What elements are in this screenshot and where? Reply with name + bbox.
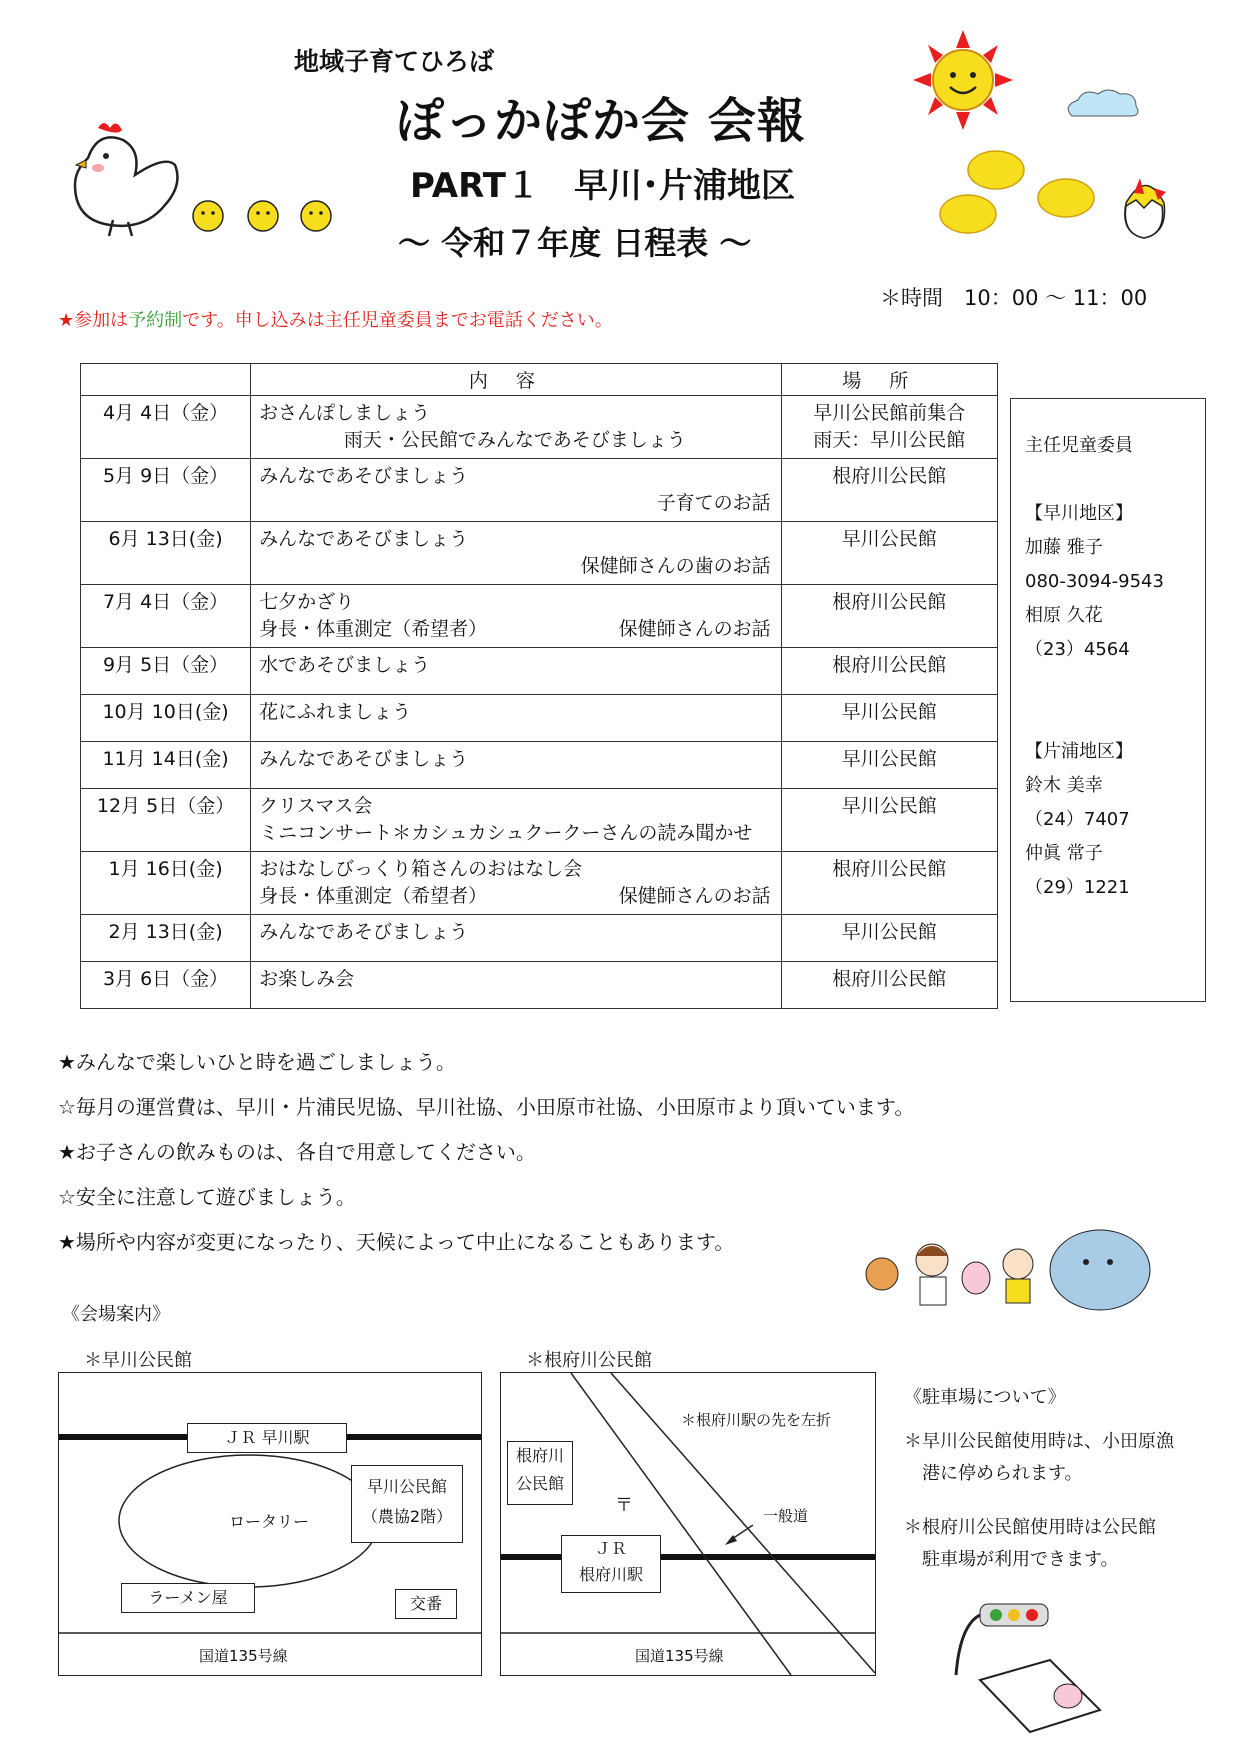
contact-phone: 080-3094-9543 — [1025, 571, 1164, 592]
place-cell — [781, 915, 997, 962]
place-main: 早川公民館 — [841, 921, 937, 943]
sun-illustration — [908, 30, 1018, 130]
place-main: 根府川公民館 — [832, 654, 947, 676]
note-item: ☆安全に注意して遊びましょう。 — [58, 1185, 356, 1209]
map-caption: 《会場案内》 — [62, 1304, 170, 1325]
table-row — [81, 459, 998, 522]
jr-nebukawa-station — [561, 1535, 661, 1593]
ramen-shop: ラーメン屋 — [121, 1583, 255, 1613]
hall-label: 早川公民館 — [366, 1477, 447, 1496]
notice-text-2: です。申し込みは主任児童委員までお電話ください。 — [182, 310, 613, 331]
place-cell — [781, 695, 997, 742]
note-item: ☆毎月の運営費は、早川・片浦民児協、早川社協、小田原市社協、小田原市より頂いています。 — [58, 1095, 915, 1119]
content-cell — [251, 585, 781, 648]
contact-phone: （24）7407 — [1025, 809, 1130, 830]
content-note: 子育てのお話 — [656, 492, 771, 514]
cloud-illustration — [1062, 88, 1146, 122]
place-main: 早川公民館 — [841, 795, 937, 817]
traffic-light-illustration — [940, 1600, 1110, 1736]
table-row — [81, 648, 998, 695]
place-main: 根府川公民館 — [832, 858, 947, 880]
content-main: 七夕かざり — [259, 591, 355, 613]
contact-name: 鈴木 美幸 — [1025, 775, 1103, 796]
content-note-left: 身長・体重測定（希望者） — [259, 618, 488, 640]
content-main: クリスマス会 — [259, 795, 373, 817]
place-main: 根府川公民館 — [832, 968, 947, 990]
place-main: 早川公民館 — [841, 701, 937, 723]
contact-box — [1010, 398, 1206, 1002]
table-row — [81, 789, 998, 852]
area-hayakawa: 【早川地区】 — [1025, 503, 1133, 524]
map-nebukawa — [500, 1372, 876, 1676]
date-cell: 3月 6日（金） — [81, 962, 251, 1009]
content-main: おさんぽしましょう — [259, 402, 431, 424]
schedule-table — [80, 363, 998, 1009]
date-cell: 10月 10日(金) — [81, 695, 251, 742]
content-cell — [251, 789, 781, 852]
place-cell — [781, 742, 997, 789]
notes-list — [58, 1040, 914, 1265]
date-cell: 2月 13日(金) — [81, 915, 251, 962]
nebukawa-direction: ＊根府川駅の先を左折 — [681, 1411, 832, 1429]
place-cell — [781, 962, 997, 1009]
station-label: ＪＲ — [594, 1539, 627, 1558]
parking-info — [904, 1382, 1174, 1576]
content-cell — [251, 852, 781, 915]
place-cell — [781, 522, 997, 585]
contact-name: 加藤 雅子 — [1025, 537, 1103, 558]
place-main: 根府川公民館 — [832, 591, 947, 613]
parking-line: ＊根府川公民館使用時は公民館 — [904, 1517, 1156, 1538]
table-row — [81, 695, 998, 742]
table-row — [81, 852, 998, 915]
route135-label: 国道135号線 — [199, 1647, 288, 1665]
content-cell — [251, 459, 781, 522]
content-note: 保健師さんの歯のお話 — [580, 555, 771, 577]
rotary-label: ロータリー — [229, 1512, 310, 1531]
map1-title: ＊早川公民館 — [84, 1350, 192, 1371]
table-row — [81, 585, 998, 648]
content-main: みんなであそびましょう — [259, 921, 469, 943]
content-cell — [251, 742, 781, 789]
content-main: みんなであそびましょう — [259, 528, 469, 550]
date-cell: 9月 5日（金） — [81, 648, 251, 695]
header-part: PART１ 早川･片浦地区 — [410, 166, 795, 206]
post-office-icon: 〒 — [615, 1495, 633, 1516]
content-main: みんなであそびましょう — [259, 748, 469, 770]
content-main: 水であそびましょう — [259, 654, 431, 676]
place-alt: 雨天：早川公民館 — [813, 429, 966, 451]
reservation-notice — [58, 306, 613, 332]
content-cell — [251, 396, 781, 459]
jr-hayakawa-station: ＪＲ 早川駅 — [187, 1423, 347, 1453]
date-cell: 4月 4日（金） — [81, 396, 251, 459]
table-row — [81, 915, 998, 962]
nebukawa-hall — [507, 1441, 573, 1505]
chicks-illustration — [188, 194, 338, 240]
parking-line: 港に停められます。 — [922, 1463, 1083, 1484]
content-main: おはなしびっくり箱さんのおはなし会 — [259, 858, 583, 880]
hall-label: 根府川 — [515, 1446, 564, 1465]
place-cell — [781, 585, 997, 648]
route135-label: 国道135号線 — [635, 1647, 724, 1665]
parking-line: 駐車場が利用できます。 — [922, 1549, 1119, 1570]
time-info: ＊時間 10：00 ～ 11：00 — [880, 286, 1148, 310]
hall-sublabel: （農協2階） — [361, 1507, 453, 1526]
chicken-illustration — [58, 118, 188, 243]
table-row — [81, 962, 998, 1009]
header-subtitle: 地域子育てひろば — [294, 47, 495, 76]
table-row — [81, 522, 998, 585]
content-note: 保健師さんのお話 — [618, 885, 771, 907]
content-cell — [251, 648, 781, 695]
contact-phone: （23）4564 — [1025, 639, 1130, 660]
table-row — [81, 396, 998, 459]
chicks-right-illustration — [936, 148, 1176, 248]
notice-text-reserve: 予約制 — [128, 310, 183, 331]
contact-name: 相原 久花 — [1025, 605, 1103, 626]
place-cell — [781, 789, 997, 852]
content-note: 雨天・公民館でみんなであそびましょう — [343, 429, 686, 451]
header-content: 内容 — [251, 364, 781, 396]
table-row — [81, 742, 998, 789]
content-cell — [251, 915, 781, 962]
general-road-label: 一般道 — [763, 1507, 809, 1525]
content-cell — [251, 695, 781, 742]
station-sublabel: 根府川駅 — [578, 1565, 643, 1584]
content-main: 花にふれましょう — [259, 701, 412, 723]
date-cell: 1月 16日(金) — [81, 852, 251, 915]
place-cell — [781, 648, 997, 695]
table-header-row — [81, 364, 998, 396]
content-note: 保健師さんのお話 — [618, 618, 771, 640]
hayakawa-hall — [351, 1465, 463, 1543]
star-mark: ★ — [58, 310, 75, 331]
header-date — [81, 364, 251, 396]
content-cell — [251, 962, 781, 1009]
place-main: 早川公民館 — [841, 748, 937, 770]
date-cell: 5月 9日（金） — [81, 459, 251, 522]
header-place: 場所 — [781, 364, 997, 396]
content-main: お楽しみ会 — [259, 968, 355, 990]
date-cell: 11月 14日(金) — [81, 742, 251, 789]
content-main: みんなであそびましょう — [259, 465, 469, 487]
map2-title: ＊根府川公民館 — [526, 1350, 652, 1371]
place-cell — [781, 852, 997, 915]
note-item: ★みんなで楽しいひと時を過ごしましょう。 — [58, 1050, 456, 1074]
police-box: 交番 — [395, 1589, 457, 1619]
contact-phone: （29）1221 — [1025, 877, 1130, 898]
parking-title: 《駐車場について》 — [904, 1387, 1066, 1408]
notice-text-1: 参加は — [74, 310, 129, 331]
date-cell: 7月 4日（金） — [81, 585, 251, 648]
place-cell — [781, 459, 997, 522]
hall-sublabel: 公民館 — [515, 1474, 564, 1493]
content-note-left: ミニコンサート＊カシュカシュクークーさんの読み聞かせ — [259, 822, 753, 844]
place-main: 早川公民館前集合 — [813, 402, 966, 424]
contact-name: 仲眞 常子 — [1025, 843, 1103, 864]
date-cell: 12月 5日（金） — [81, 789, 251, 852]
content-note-left: 身長・体重測定（希望者） — [259, 885, 488, 907]
date-cell: 6月 13日(金) — [81, 522, 251, 585]
header-year: ～ 令和７年度 日程表 ～ — [398, 224, 752, 262]
contact-title: 主任児童委員 — [1025, 435, 1133, 456]
parking-line: ＊早川公民館使用時は、小田原漁 — [904, 1431, 1174, 1452]
note-item: ★場所や内容が変更になったり、天候によって中止になることもあります。 — [58, 1230, 735, 1254]
content-cell — [251, 522, 781, 585]
place-cell — [781, 396, 997, 459]
place-main: 早川公民館 — [841, 528, 937, 550]
header-title: ぽっかぽか会 会報 — [396, 93, 806, 149]
place-main: 根府川公民館 — [832, 465, 947, 487]
note-item: ★お子さんの飲みものは、各自で用意してください。 — [58, 1140, 536, 1164]
area-kataura: 【片浦地区】 — [1025, 741, 1133, 762]
map-hayakawa — [58, 1372, 482, 1676]
